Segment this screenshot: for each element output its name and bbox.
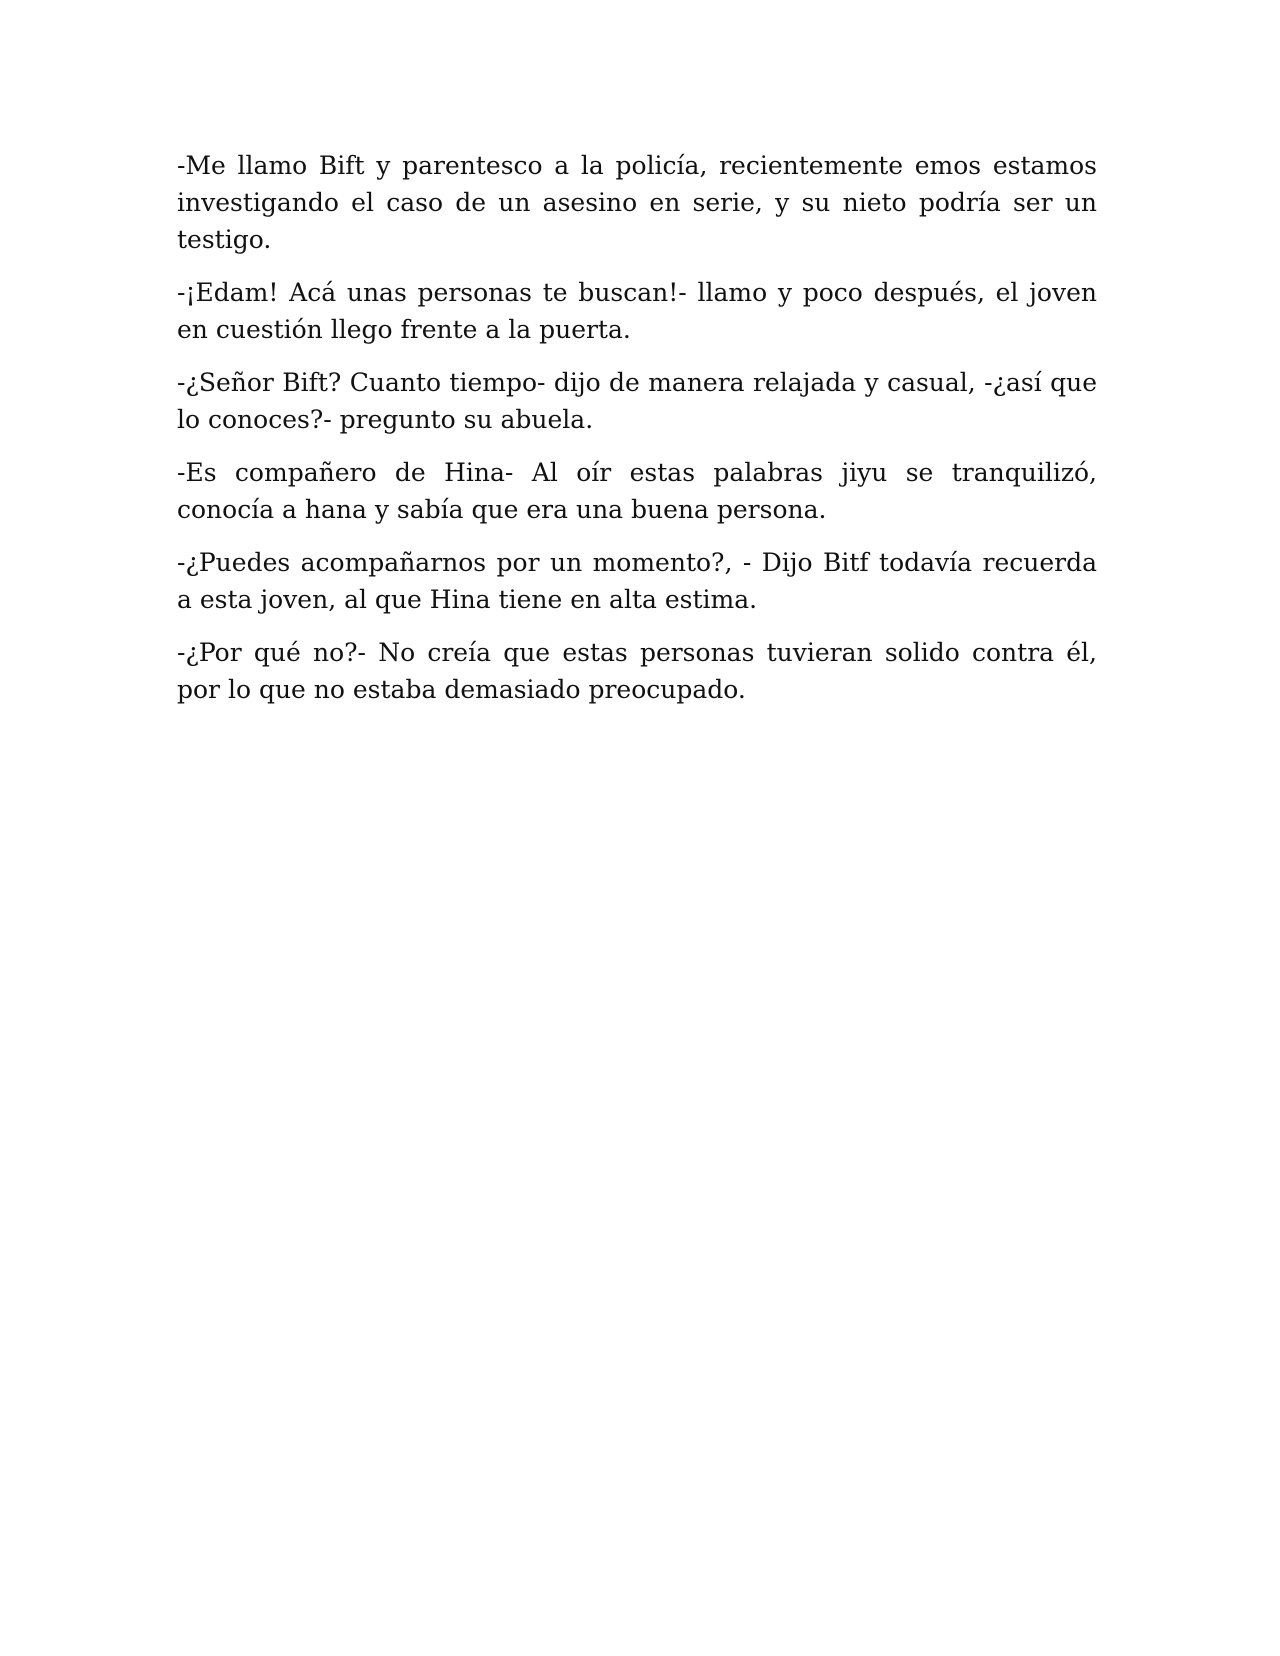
paragraph-4: -Es compañero de Hina- Al oír estas palabras jiyu se tranquilizó, conocía a hana y sabía que era una buena persona. (177, 458, 1097, 524)
paragraph-1: -Me llamo Bift y parentesco a la policía, recientemente emos estamos investigando el caso de un asesino en serie, y su nieto podría ser un testigo. (177, 151, 1097, 254)
paragraph-6: -¿Por qué no?- No creía que estas personas tuvieran solido contra él, por lo que no estaba demasiado preocupado. (177, 638, 1097, 704)
paragraph-5: -¿Puedes acompañarnos por un momento?, - Dijo Bitf todavía recuerda a esta joven, al que Hina tiene en alta estima. (177, 548, 1097, 614)
paragraph-3: -¿Señor Bift? Cuanto tiempo- dijo de manera relajada y casual, -¿así que lo conoces?- pregunto su abuela. (177, 368, 1097, 434)
paragraph-2: -¡Edam! Acá unas personas te buscan!- llamo y poco después, el joven en cuestión llego frente a la puerta. (177, 278, 1097, 344)
document-body (177, 147, 1097, 724)
